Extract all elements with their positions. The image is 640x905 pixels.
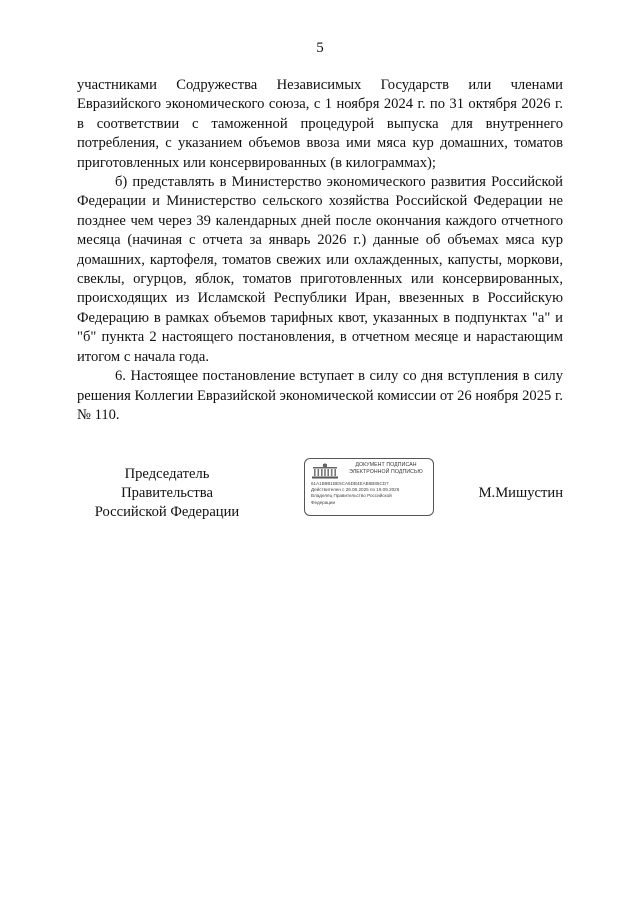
- paragraph-item-6: 6. Настоящее постановление вступает в силу со дня вступления в силу решения Коллегии Евразийской экономической комиссии от 26 ноября 2025 г. № 110.: [77, 368, 563, 423]
- signatory-title-line1: Председатель Правительства: [121, 466, 213, 501]
- government-building-icon: [311, 463, 339, 479]
- page-number: 5: [316, 40, 324, 56]
- stamp-owner-line1: Владелец Правительство Российской: [311, 493, 392, 499]
- paragraph-subitem-b: б) представлять в Министерство экономического развития Российской Федерации и Министерство сельского хозяйства Российской Федерации не позднее чем через 39 календарных дней после окончания каждого отчетного месяца (начиная с отчета за январь 2026 г.) данные об объемах мяса кур домашних, картофеля, томатов свежих или охлажденных, капусты, моркови, свеклы, огурцов, яблок, томатов приготовленных или консервированных, происходящих из Исламской Республики Иран, ввезенных в Российскую Федерацию в рамках объемов тарифных квот, указанных в подпунктах "а" и "б" пункта 2 настоящего постановления, в отчетном месяце и нарастающим итогом с начала года.: [77, 174, 563, 365]
- signatory-title-line2: Российской Федерации: [94, 504, 240, 520]
- stamp-heading: [341, 462, 431, 476]
- paragraph-continuation: участниками Содружества Независимых Государств или членами Евразийского экономического союза, с 1 ноября 2024 г. по 31 октября 2026 г. в соответствии с таможенной процедурой выпуска для внутреннего потребления, с указанием объемов ввоза ими мяса кур домашних, томатов приготовленных или консервированных (в килограммах);: [77, 77, 563, 171]
- signatory-name: М.Мишустин: [478, 485, 563, 501]
- stamp-certificate: 61A1B9B1BE5CA6DB4EAB6B85CD7: [311, 481, 389, 486]
- electronic-signature-stamp: [304, 458, 434, 516]
- stamp-validity: Действителен с 26.06.2025 по 19.09.2026: [311, 487, 400, 493]
- stamp-heading-line2: ЭЛЕКТРОННОЙ ПОДПИСЬЮ: [349, 469, 423, 475]
- signature-block: [77, 458, 563, 528]
- signatory-title: [77, 465, 257, 522]
- stamp-heading-line1: ДОКУМЕНТ ПОДПИСАН: [355, 462, 417, 468]
- stamp-details: [311, 481, 431, 506]
- document-body: [77, 76, 563, 425]
- stamp-owner-line2: Федерации: [311, 499, 336, 505]
